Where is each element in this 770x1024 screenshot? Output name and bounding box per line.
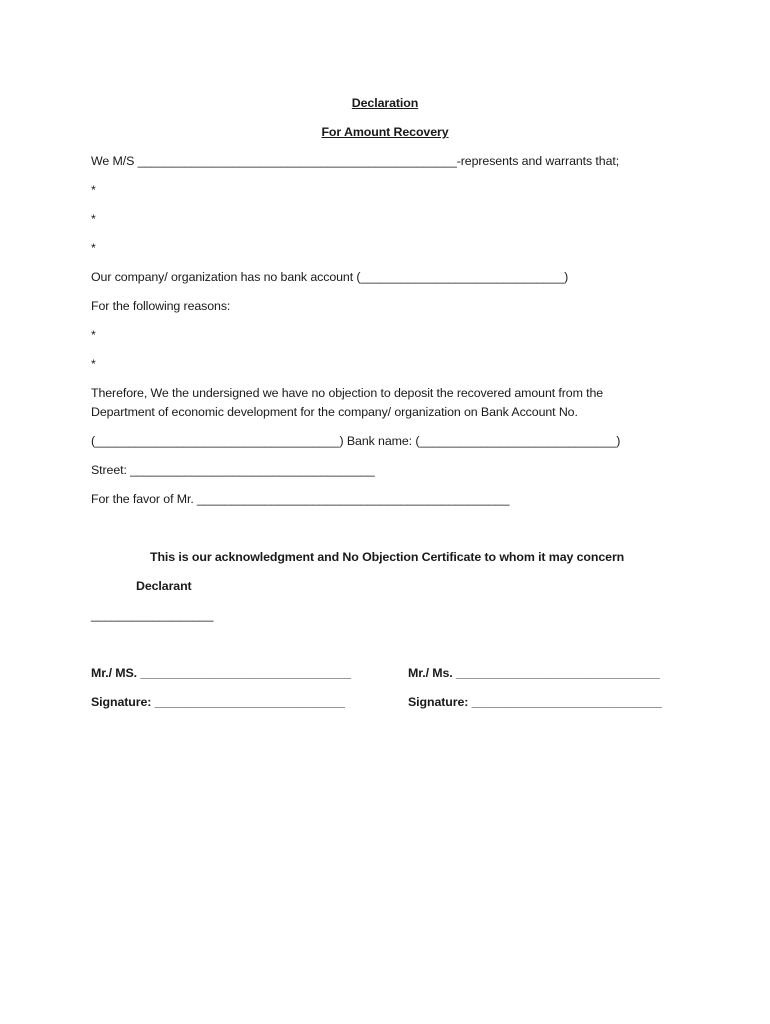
bullet-reason-1: * [91, 328, 96, 342]
document-title: Declaration [351, 96, 419, 110]
bullet-top-3: * [91, 241, 96, 255]
left-signature-line: Signature: ____________________________ [91, 695, 345, 709]
right-signature-line: Signature: ____________________________ [408, 695, 662, 709]
therefore-line-2: Department of economic development for the company/ organization on Bank Account No. [91, 405, 578, 419]
declarant-label: Declarant [136, 579, 192, 593]
bullet-top-1: * [91, 183, 96, 197]
bullet-reason-2: * [91, 357, 96, 371]
street-line: Street: ____________________________________ [91, 463, 375, 477]
account-bank-line: (____________________________________) Bank name: (_____________________________) [91, 434, 621, 448]
document-subtitle: For Amount Recovery [321, 125, 449, 139]
bullet-top-2: * [91, 212, 96, 226]
acknowledgment-text: This is our acknowledgment and No Objection Certificate to whom it may concern [150, 550, 625, 564]
reasons-label: For the following reasons: [91, 299, 231, 313]
favor-line: For the favor of Mr. ______________________________________________ [91, 492, 510, 506]
bank-account-line: Our company/ organization has no bank account (______________________________) [91, 270, 569, 284]
therefore-line-1: Therefore, We the undersigned we have no objection to deposit the recovered amount from the [91, 386, 604, 400]
declarant-blank: __________________ [91, 608, 214, 622]
we-ms-line: We M/S _______________________________________________-represents and warrants that; [91, 154, 620, 168]
right-name-line: Mr./ Ms. ______________________________ [408, 666, 660, 680]
left-name-line: Mr./ MS. _______________________________ [91, 666, 351, 680]
